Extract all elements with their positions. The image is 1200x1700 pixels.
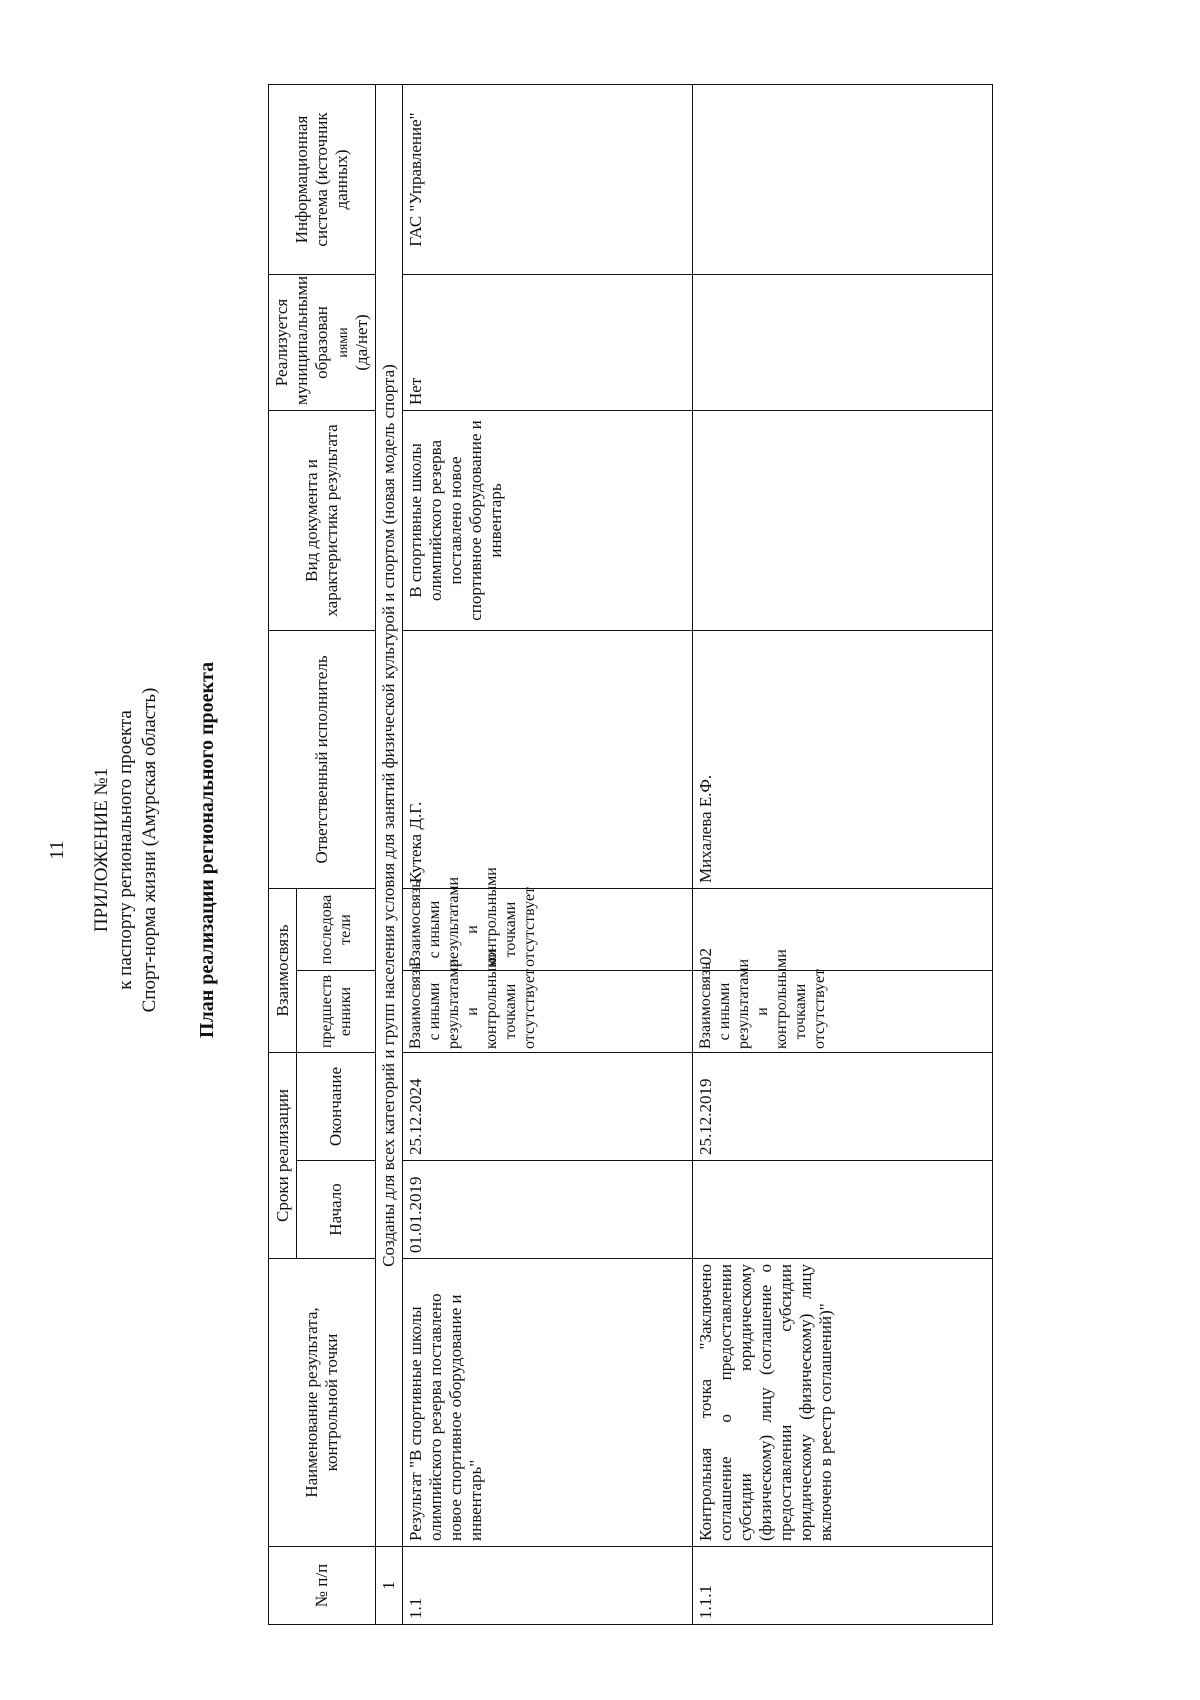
appendix-heading bbox=[90, 0, 162, 1700]
row-name: Контрольная точка "Заключено соглашение о предоставлении субсидии юридическому (физическому) лицу (соглашение о предоставлении субсидии юридическому (физическому) лицу включено в реестр соглашений)" bbox=[693, 1259, 993, 1547]
header-municipal-tail: (да/нет) bbox=[352, 314, 371, 371]
row-name: Результат "В спортивные школы олимпийского резерва поставлено новое спортивное оборудование и инвентарь" bbox=[403, 1259, 693, 1547]
plan-table bbox=[268, 84, 993, 1625]
header-num: № п/п bbox=[269, 1547, 376, 1625]
row-info-system bbox=[693, 84, 993, 274]
header-row bbox=[269, 84, 297, 1624]
row-municipal: Нет bbox=[403, 274, 693, 410]
header-start: Начало bbox=[297, 1161, 376, 1259]
plan-title: План реализации регионального проекта bbox=[196, 661, 218, 1039]
header-end: Окончание bbox=[297, 1053, 376, 1161]
section-num: 1 bbox=[376, 1547, 403, 1625]
row-start: 01.01.2019 bbox=[403, 1161, 693, 1259]
row-num: 1.1.1 bbox=[693, 1547, 993, 1625]
section-title: Созданы для всех категорий и групп населения условия для занятий физической культурой и спортом (новая модель спорта) bbox=[376, 84, 403, 1546]
row-info-system: ГАС "Управление" bbox=[403, 84, 693, 274]
appendix-title: ПРИЛОЖЕНИЕ №1 bbox=[91, 767, 112, 933]
header-municipal-main: Реализуется муниципальными образован bbox=[272, 275, 331, 405]
page-number: 11 bbox=[46, 840, 68, 860]
row-end: 25.12.2019 bbox=[693, 1053, 993, 1161]
row-successors: Взаимосвязь с иными результатами и контрольными точками отсутствует bbox=[403, 888, 693, 970]
header-doc-type: Вид документа и характеристика результата bbox=[269, 410, 376, 630]
project-name: Спорт-норма жизни (Амурская область) bbox=[139, 687, 160, 1013]
row-predecessors: Взаимосвязь с иными результатами и контрольными точками отсутствует bbox=[403, 971, 693, 1053]
header-municipal bbox=[269, 274, 376, 410]
row-successors: 02 bbox=[693, 888, 993, 970]
row-doc-type bbox=[693, 410, 993, 630]
section-row bbox=[376, 84, 403, 1624]
table-row bbox=[693, 84, 993, 1624]
row-responsible: Кутека Д.Г. bbox=[403, 630, 693, 888]
row-predecessors: Взаимосвязь с иными результатами и контрольными точками отсутствует bbox=[693, 971, 993, 1053]
header-predecessors: предшественники bbox=[297, 971, 376, 1053]
header-successors: последователи bbox=[297, 888, 376, 970]
row-responsible: Михалева Е.Ф. bbox=[693, 630, 993, 888]
header-terms: Сроки реализации bbox=[269, 1053, 297, 1259]
row-end: 25.12.2024 bbox=[403, 1053, 693, 1161]
header-municipal-small: иями bbox=[336, 327, 351, 358]
row-doc-type: В спортивные школы олимпийского резерва поставлено новое спортивное оборудование и инвентарь bbox=[403, 410, 693, 630]
row-num: 1.1 bbox=[403, 1547, 693, 1625]
appendix-subtitle: к паспорту регионального проекта bbox=[115, 710, 136, 990]
header-name: Наименование результата, контрольной точки bbox=[269, 1259, 376, 1547]
row-start bbox=[693, 1161, 993, 1259]
row-municipal bbox=[693, 274, 993, 410]
table-row bbox=[403, 84, 693, 1624]
header-relation: Взаимосвязь bbox=[269, 888, 297, 1052]
header-responsible: Ответственный исполнитель bbox=[269, 630, 376, 888]
header-info-system: Информационная система (источник данных) bbox=[269, 84, 376, 274]
